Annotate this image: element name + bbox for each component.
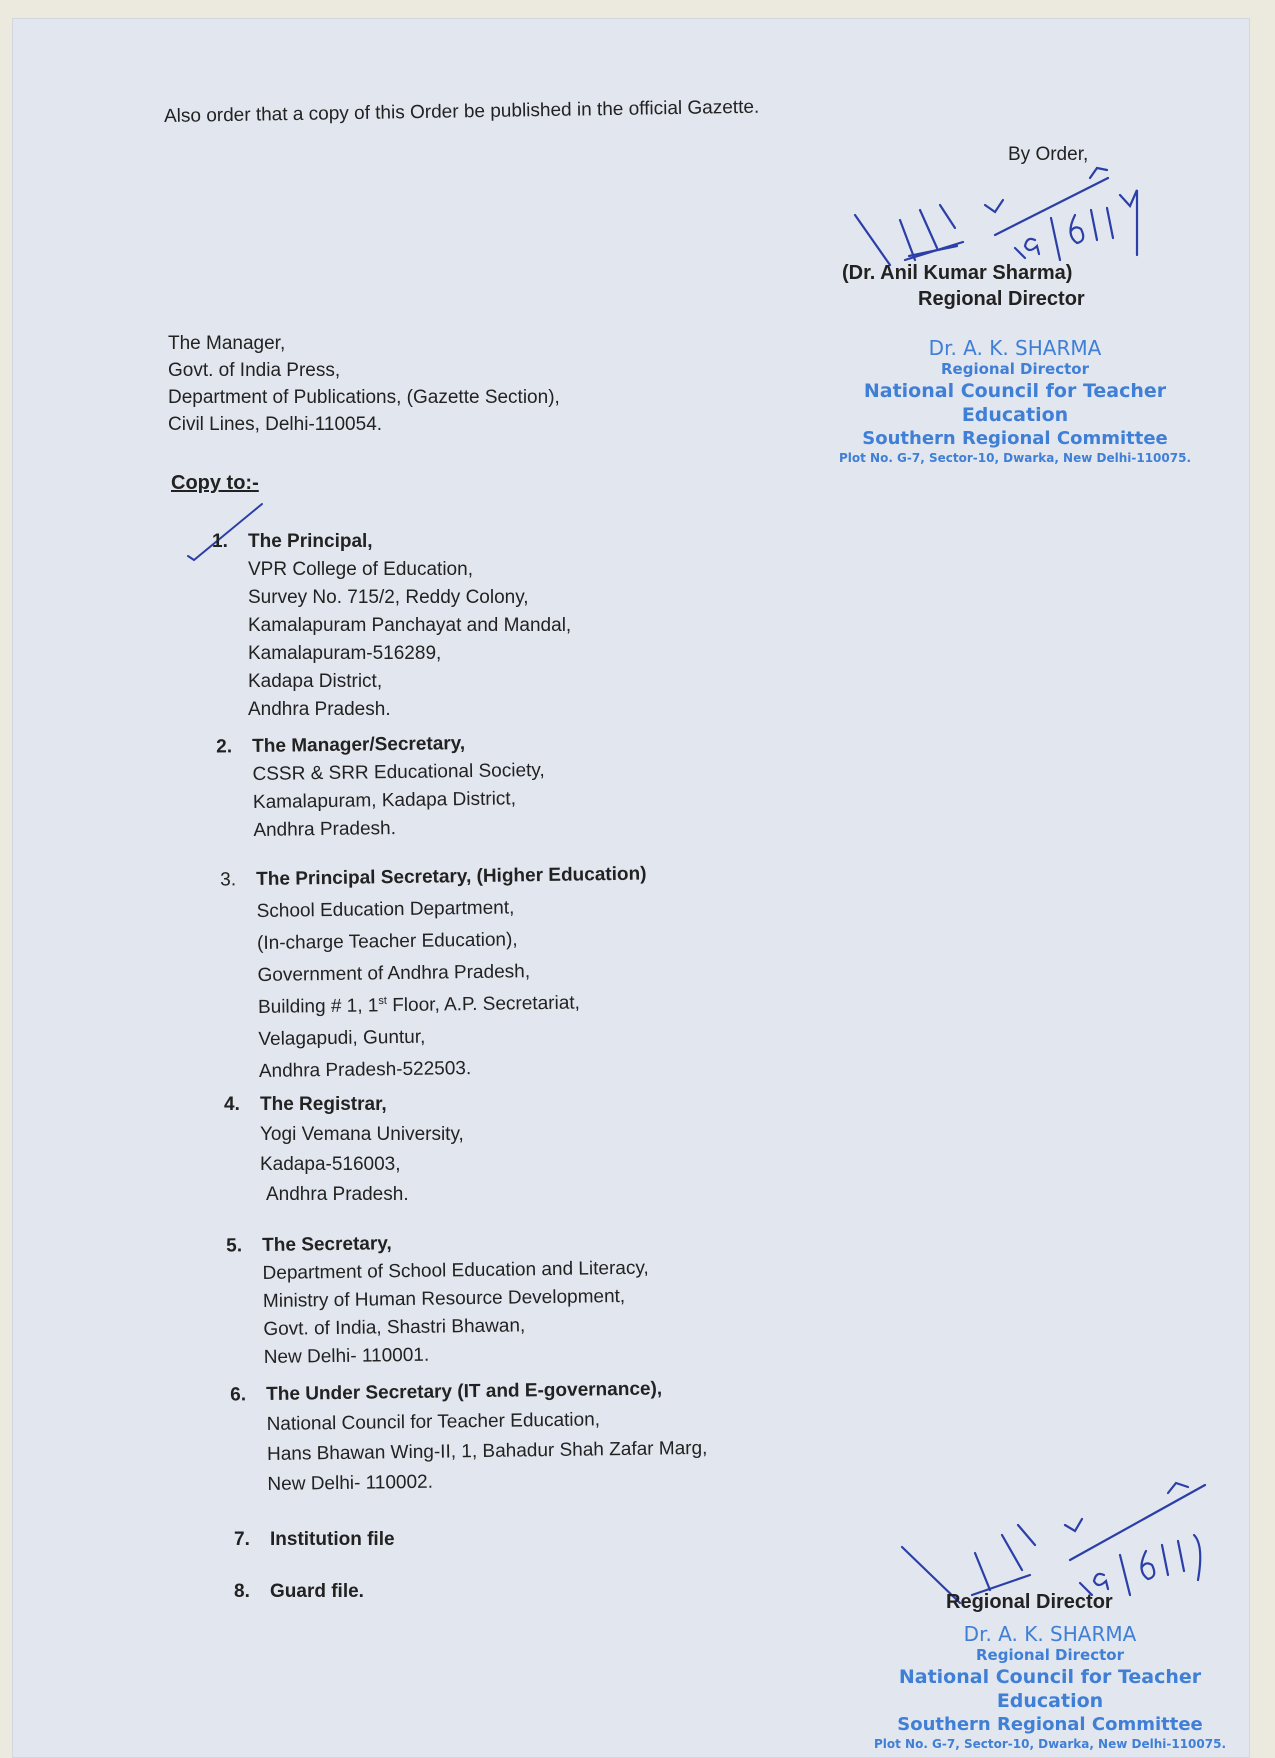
item-line: New Delhi- 110002. [267, 1471, 434, 1495]
item-line: Hans Bhawan Wing-II, 1, Bahadur Shah Zafar Marg, [266, 1437, 708, 1465]
addressee-line: Department of Publications, (Gazette Section), [168, 387, 560, 408]
item-line: Andhra Pradesh-522503. [258, 1058, 472, 1082]
item-number: 5. [226, 1235, 243, 1257]
item-line: Department of School Education and Literacy, [262, 1257, 649, 1284]
stamp-org: National Council for Teacher Education [863, 380, 1167, 426]
stamp-address: Plot No. G-7, Sector-10, Dwarka, New Delhi-110075. [838, 451, 1192, 465]
item-heading: The Principal, [248, 531, 373, 552]
official-stamp-bottom [860, 1622, 1240, 1752]
item-line: Government of Andhra Pradesh, [257, 961, 531, 986]
copy-to-heading: Copy to:- [171, 472, 259, 494]
addressee-line: The Manager, [168, 333, 286, 354]
gazette-publication-line: Also order that a copy of this Order be published in the official Gazette. [163, 96, 760, 127]
official-stamp-top [835, 336, 1195, 466]
item-line: Velagapudi, Guntur, [258, 1026, 426, 1050]
item-line: VPR College of Education, [248, 559, 473, 580]
item-heading: The Manager/Secretary, [252, 733, 466, 757]
stamp-name: Dr. A. K. SHARMA [928, 336, 1102, 360]
item-number: 8. [234, 1581, 250, 1602]
copy-to-item-6 [230, 1374, 708, 1500]
item-line: New Delhi- 110001. [263, 1344, 430, 1368]
item-line: Kamalapuram, Kadapa District, [252, 788, 517, 813]
item-heading: Guard file. [270, 1581, 364, 1602]
item-heading: The Under Secretary (IT and E-governance), [266, 1378, 663, 1405]
item-line: CSSR & SRR Educational Society, [252, 759, 545, 785]
addressee-line: Civil Lines, Delhi-110054. [168, 414, 383, 435]
signatory-title: Regional Director [918, 288, 1085, 310]
item-line: Building # 1, 1st Floor, A.P. Secretariat, [257, 992, 581, 1018]
by-order-label: By Order, [1008, 144, 1089, 165]
item-heading: The Principal Secretary, (Higher Education) [256, 863, 647, 890]
bottom-signatory-title: Regional Director [946, 1591, 1113, 1613]
copy-to-item-3 [220, 859, 649, 1088]
item-line: Kadapa District, [248, 671, 383, 692]
item-line: Yogi Vemana University, [260, 1124, 464, 1145]
stamp-name: Dr. A. K. SHARMA [963, 1622, 1137, 1646]
item-line: Andhra Pradesh. [253, 818, 397, 841]
stamp-title: Regional Director [940, 360, 1089, 378]
gazette-addressee-block [168, 330, 560, 438]
item-line: Survey No. 715/2, Reddy Colony, [248, 587, 529, 608]
item-line: National Council for Teacher Education, [266, 1409, 601, 1435]
item-line: Andhra Pradesh. [266, 1184, 409, 1205]
item-heading: The Secretary, [262, 1233, 392, 1256]
stamp-committee: Southern Regional Committee [862, 428, 1168, 449]
item-number: 6. [230, 1384, 247, 1406]
stamp-committee: Southern Regional Committee [897, 1714, 1203, 1735]
copy-to-item-2 [216, 729, 546, 845]
copy-to-item-8 [234, 1578, 364, 1606]
item-number: 4. [224, 1094, 240, 1115]
copy-to-item-5 [226, 1227, 650, 1372]
item-line: School Education Department, [256, 897, 515, 922]
item-line: Andhra Pradesh. [248, 699, 391, 720]
item-line: Kamalapuram-516289, [248, 643, 442, 664]
item-line: Kamalapuram Panchayat and Mandal, [248, 615, 572, 636]
item-line: Ministry of Human Resource Development, [262, 1285, 626, 1312]
signatory-name: (Dr. Anil Kumar Sharma) [842, 262, 1073, 284]
addressee-line: Govt. of India Press, [168, 360, 341, 381]
item-line: (In-charge Teacher Education), [256, 929, 518, 954]
item-heading: The Registrar, [260, 1094, 387, 1115]
item-number: 7. [234, 1529, 250, 1550]
item-line: Kadapa-516003, [260, 1154, 401, 1175]
item-number: 3. [220, 869, 237, 891]
item-line: Govt. of India, Shastri Bhawan, [263, 1315, 526, 1340]
copy-to-item-4 [224, 1090, 464, 1210]
item-number: 2. [216, 736, 233, 758]
item-heading: Institution file [270, 1529, 395, 1550]
copy-to-item-1 [212, 528, 572, 724]
item-number: 1. [212, 531, 228, 552]
stamp-org: National Council for Teacher Education [898, 1666, 1202, 1712]
copy-to-item-7 [234, 1526, 395, 1554]
stamp-address: Plot No. G-7, Sector-10, Dwarka, New Delhi-110075. [873, 1737, 1227, 1751]
stamp-title: Regional Director [975, 1646, 1124, 1664]
